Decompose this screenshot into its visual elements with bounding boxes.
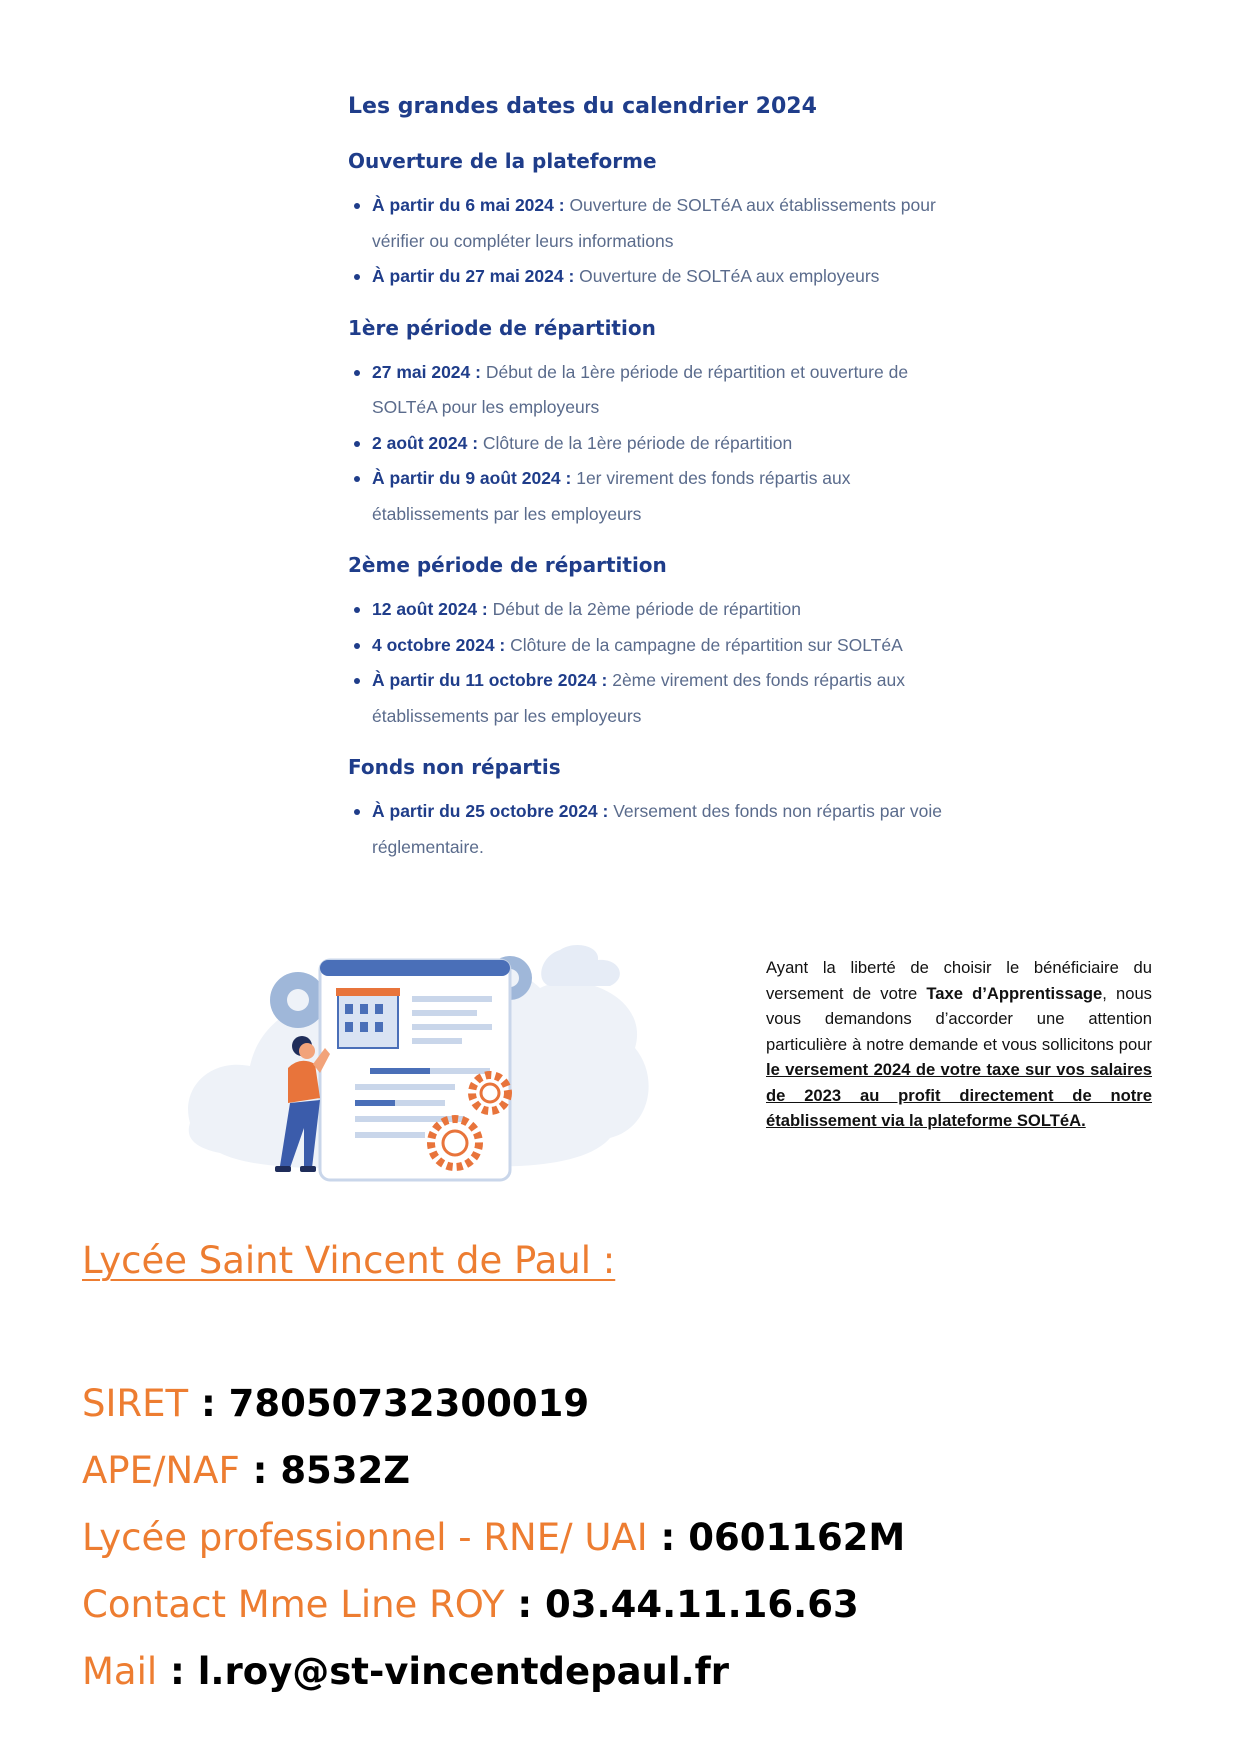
- list-item: 27 mai 2024 : Début de la 1ère période de répartition et ouverture de SOLTéA pour les employeurs: [348, 355, 948, 426]
- calendar-title: Les grandes dates du calendrier 2024: [348, 94, 817, 119]
- section-first-period: [348, 313, 948, 533]
- list-item: 4 octobre 2024 : Clôture de la campagne de répartition sur SOLTéA: [348, 628, 948, 664]
- info-mail: Mail : l.roy@st-vincentdepaul.fr: [82, 1650, 729, 1693]
- list-item: À partir du 25 octobre 2024 : Versement des fonds non répartis par voie réglementaire.: [348, 794, 948, 865]
- request-paragraph: Ayant la liberté de choisir le bénéficiaire du versement de votre Taxe d’Apprentissage, nous vous demandons d’accorder une attention particulière à notre demande et vous sollicitons pour le versement 2024 de votre taxe sur vos salaires de 2023 au profit directement de notre établissement via la plateforme SOLTéA.: [766, 958, 1152, 1130]
- section-opening: [348, 146, 948, 295]
- section-second-period: [348, 550, 948, 734]
- list-item: 2 août 2024 : Clôture de la 1ère période de répartition: [348, 426, 948, 462]
- school-info: [82, 1370, 905, 1705]
- section-unallocated: [348, 752, 948, 865]
- info-contact: Contact Mme Line ROY : 03.44.11.16.63: [82, 1583, 859, 1626]
- section-title: 2ème période de répartition: [348, 553, 667, 577]
- list-item: 12 août 2024 : Début de la 2ème période de répartition: [348, 592, 948, 628]
- list-item: À partir du 6 mai 2024 : Ouverture de SOLTéA aux établissements pour vérifier ou compléter leurs informations: [348, 188, 948, 259]
- calendar-block: [348, 90, 948, 865]
- list-item: À partir du 9 août 2024 : 1er virement des fonds répartis aux établissements par les employeurs: [348, 461, 948, 532]
- illustration-person-document-gears: [180, 938, 660, 1188]
- blue-gear-icon: [270, 972, 326, 1028]
- info-ape-naf: APE/NAF : 8532Z: [82, 1449, 411, 1492]
- list-item: À partir du 11 octobre 2024 : 2ème virement des fonds répartis aux établissements par les employeurs: [348, 663, 948, 734]
- school-name-heading: Lycée Saint Vincent de Paul :: [82, 1239, 616, 1282]
- info-rne-uai: Lycée professionnel - RNE/ UAI : 0601162M: [82, 1516, 906, 1559]
- list-item: À partir du 27 mai 2024 : Ouverture de SOLTéA aux employeurs: [348, 259, 948, 295]
- section-title: Ouverture de la plateforme: [348, 149, 657, 173]
- info-siret: SIRET : 78050732300019: [82, 1382, 590, 1425]
- section-title: Fonds non répartis: [348, 755, 561, 779]
- section-title: 1ère période de répartition: [348, 315, 656, 340]
